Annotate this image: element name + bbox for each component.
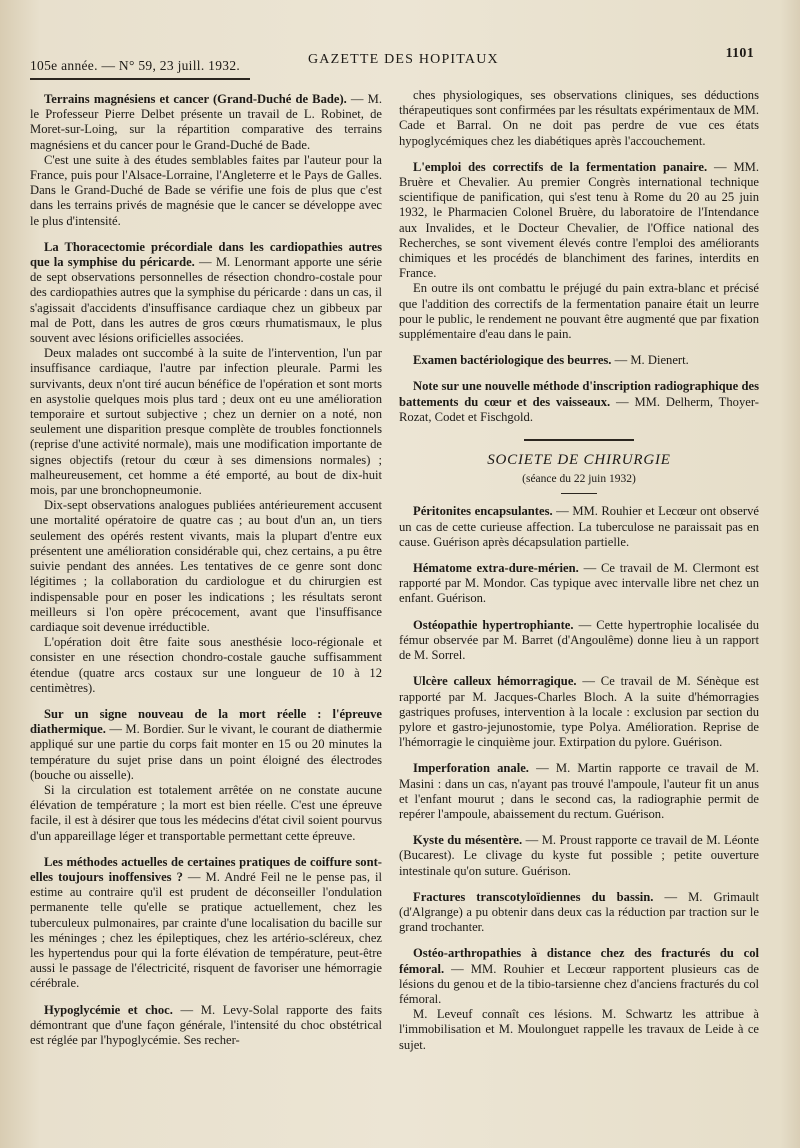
article-text: Si la circulation est totalement arrêtée on ne constate aucune élévation de température ; la mort est bien réelle. C'est une épreuve facile, il est à désirer que tous les médecins d'état civil soient pourvus d'un appareillage léger et transportable permettant cette épreuve. — [30, 782, 382, 843]
article-paragraph — [399, 946, 759, 1007]
article — [399, 833, 759, 879]
article — [399, 504, 759, 550]
article — [30, 240, 382, 696]
article-title: Examen bactériologique des beurres. — [413, 353, 612, 368]
article-paragraph — [30, 92, 382, 153]
article-title: Hématome extra-dure-mérien. — [413, 561, 579, 576]
article-paragraph — [399, 504, 759, 550]
article — [399, 890, 759, 936]
article — [399, 946, 759, 1052]
article-paragraph — [30, 783, 382, 844]
article-paragraph — [30, 153, 382, 229]
right-column-top — [399, 88, 759, 425]
article-title: Imperforation anale. — [413, 761, 529, 776]
right-column-bottom — [399, 504, 759, 1052]
right-column — [399, 88, 759, 1053]
article-paragraph — [399, 88, 759, 149]
article-text: — MM. Delherm, Thoyer-Rozat, Codet et Fischgold. — [399, 394, 759, 424]
article-title: Ulcère calleux hémorragique. — [413, 674, 577, 689]
article-text: C'est une suite à des études semblables faites par l'auteur pour la France, puis pour l'Alsace-Lorraine, l'Angleterre et le Pays de Galles. Dans le Grand-Duché de Bade se vérifie une fois de plus que c'est dans les terrains privés de magnésie que le cancer se développe avec le plus d'intensité. — [30, 152, 382, 228]
article-title: Les méthodes actuelles de certaines pratiques de coiffure sont-elles toujours inoffensives ? — [30, 854, 382, 884]
article-text: — Ce travail de M. Sénèque est rapporté par M. Jacques-Charles Bloch. A la suite d'hémorragies gastriques profuses, intervention à la locale : exclusion par section du pylore et gastro-jejunostomie, type Polya. Amélioration. Reprise de l'hémorragie le cinquième jour. Extirpation du pylore. Guérison. — [399, 674, 759, 750]
article-paragraph — [30, 1003, 382, 1049]
article-title: L'emploi des correctifs de la fermentation panaire. — [413, 159, 708, 174]
article — [399, 561, 759, 607]
article — [399, 761, 759, 822]
article-text: — Ce travail de M. Clermont est rapporté par M. Mondor. Cas typique avec intervalle libre net chez un enfant. Guérison. — [399, 561, 759, 606]
article-title: Kyste du mésentère. — [413, 833, 523, 848]
article-title: La Thoracectomie précordiale dans les cardiopathies autres que la symphise du péricarde. — [30, 239, 382, 270]
page-header — [30, 44, 760, 74]
article-paragraph — [399, 833, 759, 879]
left-column — [30, 92, 382, 1048]
article-text: M. Leveuf connaît ces lésions. M. Schwartz les attribue à l'immobilisation et M. Moulonguet rappelle les travaux de Leide à ce sujet. — [399, 1007, 759, 1052]
article-text: — M. André Feil ne le pense pas, il estime au contraire qu'il est prudent de déconseiller l'ondulation permanente telle qu'elle se pratique actuellement, chez les tuberculeux pulmonaires, par crainte d'une localisation du bacille sur les méninges ; chez les épileptiques, chez les artério-scléreux, chez les hypertendus pour qui la forte élévation de température, peut-être aussi le passage de l'électricité, risquent de favoriser une hémorragie cérébrale. — [30, 869, 382, 991]
section-title: SOCIETE DE CHIRURGIE — [487, 452, 671, 469]
article-text: Dix-sept observations analogues publiées antérieurement accusent une mortalité opératoire de quatre cas ; au bout d'un an, un tiers seulement des opérés restent vivants, mais la plupart d'entre eux présentent une amélioration considérable qui, chez certains, a pu être suivie pendant des années. Les tentatives de ce genre sont donc légitimes ; la collaboration du cardiologue et du chirurgien est indispensable pour en poser les indications ; les résultats seront meilleurs si l'on opère précocement, avant que l'insuffisance cardiaque soit devenue irréductible. — [30, 498, 382, 634]
article-paragraph — [399, 674, 759, 750]
section-divider — [524, 439, 634, 441]
article-paragraph — [30, 346, 382, 498]
article-paragraph — [399, 890, 759, 936]
article-paragraph — [399, 281, 759, 342]
article-text: — MM. Bruère et Chevalier. Au premier Congrès international technique scientifique de panification, qui s'est tenu à Rome du 20 au 25 juin 1932, le Pharmacien Colonel Bruère, du laboratoire de l'Intendance aux Invalides, et le Docteur Chevalier, de l'Office national des Recherches, se sont vivement élevés contre l'emploi des améliorants chimiques et les procédés de blanchiment des farines, interdits en France. — [399, 159, 759, 281]
article-title: Sur un signe nouveau de la mort réelle : l'épreuve diathermique. — [30, 706, 382, 737]
article — [399, 674, 759, 750]
page-number: 1101 — [725, 46, 754, 61]
section-subtitle: (séance du 22 juin 1932) — [522, 473, 636, 486]
article — [30, 92, 382, 229]
header-rule — [30, 78, 250, 80]
section-subdivider — [561, 493, 597, 494]
article — [399, 379, 759, 425]
article-text: L'opération doit être faite sous anesthésie loco-régionale et consister en une résection chondro-costale gauche suffisamment étendue (quatre arcs costaux sur une longueur de 10 à 12 centimètres). — [30, 635, 382, 695]
article-text: Deux malades ont succombé à la suite de l'intervention, l'un par insuffisance cardiaque, l'autre par infection pleurale. Parmi les survivants, deux n'ont tiré aucun bénéfice de l'opération et sont morts en asystolie quelques mois plus tard ; deux ont eu une amélioration temporaire et surtout subjective ; chez un dernier on a noté, non seulement une disparition presque complète de troubles fonctionnels (reprise d'une activité normale), mais une modification importante de signes objectifs (retour du cœur à ses dimensions normales) ; malheureusement, cet homme a été emporté, au bout de dix-huit mois, par une bronchopneumonie. — [30, 346, 382, 498]
article-title: Ostéopathie hypertrophiante. — [413, 617, 574, 632]
article — [30, 707, 382, 844]
article-text: — M. Grimault (d'Algrange) a pu obtenir dans deux cas la réduction par traction sur le grand trochanter. — [399, 889, 759, 935]
article-paragraph — [399, 1007, 759, 1053]
article-title: Ostéo-arthropathies à distance chez des fracturés du col fémoral. — [399, 946, 759, 976]
article-paragraph — [399, 561, 759, 607]
article — [399, 88, 759, 149]
article-title: Hypoglycémie et choc. — [44, 1002, 173, 1017]
article-paragraph — [399, 761, 759, 822]
article-title: Note sur une nouvelle méthode d'inscription radiographique des battements du cœur et des vaisseaux. — [399, 379, 759, 409]
article-text: — MM. Rouhier et Lecœur ont observé un cas de cette curieuse affection. La tuberculose ne paraissait pas en cause. Guérison après décapsulation partielle. — [399, 504, 759, 549]
article-title: Péritonites encapsulantes. — [413, 504, 553, 519]
article — [30, 1003, 382, 1049]
article-text: — M. Martin rapporte ce travail de M. Masini : dans un cas, n'ayant pas trouvé l'ampoule, l'auteur fit un anus et l'enfant mourut ; dans le second cas, la radiographie permit de repérer l'ampoule, abaissement du rectum. Guérison. — [399, 761, 759, 821]
article-text: — M. Bordier. Sur le vivant, le courant de diathermie appliqué sur une partie du corps fait monter en 15 ou 20 minutes la température du sujet prise dans un point éloigné des électrodes (bouche ou aisselle). — [30, 722, 382, 782]
article-text: ches physiologiques, ses observations cliniques, ses déductions thérapeutiques sont confirmées par les résultats expérimentaux de MM. Cade et Barral. On ne doit pas perdre de vue ces états hypoglycémiques chez les diabétiques après l'accouchement. — [399, 88, 759, 148]
article-paragraph — [30, 240, 382, 346]
article-paragraph — [30, 635, 382, 696]
article-text: — M. Proust rapporte ce travail de M. Léonte (Bucarest). Le clivage du kyste fut possible ; petite ouverture intestinale qu'on suture. Guérison. — [399, 833, 760, 878]
article-paragraph — [30, 707, 382, 783]
article-text: — Cette hypertrophie localisée du fémur observée par M. Barret (d'Angoulême) donne lieu à un rapport de M. Sorrel. — [399, 617, 759, 663]
article-text: — MM. Rouhier et Lecœur rapportent plusieurs cas de lésions du genou et de la tibio-tarsienne chez d'anciens fracturés du col fémoral. — [399, 961, 759, 1006]
article-text: — M. Lenormant apporte une série de sept observations personnelles de résection chondro-costale pour des cardiopathies autres que la symphise du péricarde : dans un cas, il s'agissait d'accidents d'insuffisance cardiaque chez un gibbeux par mal de Pott, dans les autres de gros cœurs rhumatismaux, le plus souvent avec lésions orificielles associées. — [30, 255, 382, 346]
article-paragraph — [399, 160, 759, 282]
article-text: En outre ils ont combattu le préjugé du pain extra-blanc et précisé que l'addition des correctifs de la fermentation panaire était un leurre pour le public, le rendement ne pouvant être augmenté que par fixation supplémentaire d'eau dans le pain. — [399, 281, 759, 342]
article — [399, 160, 759, 342]
article-paragraph — [399, 353, 759, 368]
article-title: Fractures transcotyloïdiennes du bassin. — [413, 889, 654, 904]
article — [399, 618, 759, 664]
article-paragraph — [399, 379, 759, 425]
article-text: — M. le Professeur Pierre Delbet présente un travail de L. Robinet, de Moret-sur-Loing, sur la répartition comparative des terrains magnésiens et du cancer pour le Grand-Duché de Bade. — [30, 92, 382, 152]
issue-line: 105e année. — N° 59, 23 juill. 1932. — [30, 58, 241, 73]
article-paragraph — [399, 618, 759, 664]
article-text: — M. Dienert. — [611, 353, 689, 368]
article-paragraph — [30, 855, 382, 992]
article-title: Terrains magnésiens et cancer (Grand-Duché de Bade). — [44, 92, 347, 106]
article — [399, 353, 759, 368]
article — [30, 855, 382, 992]
article-paragraph — [30, 498, 382, 635]
article-text: — M. Levy-Solal rapporte des faits démontrant que d'une façon générale, l'intensité du choc obstétrical est réglée par l'hypoglycémie. Ses recher- — [30, 1002, 382, 1047]
journal-title: GAZETTE DES HOPITAUX — [308, 52, 499, 67]
